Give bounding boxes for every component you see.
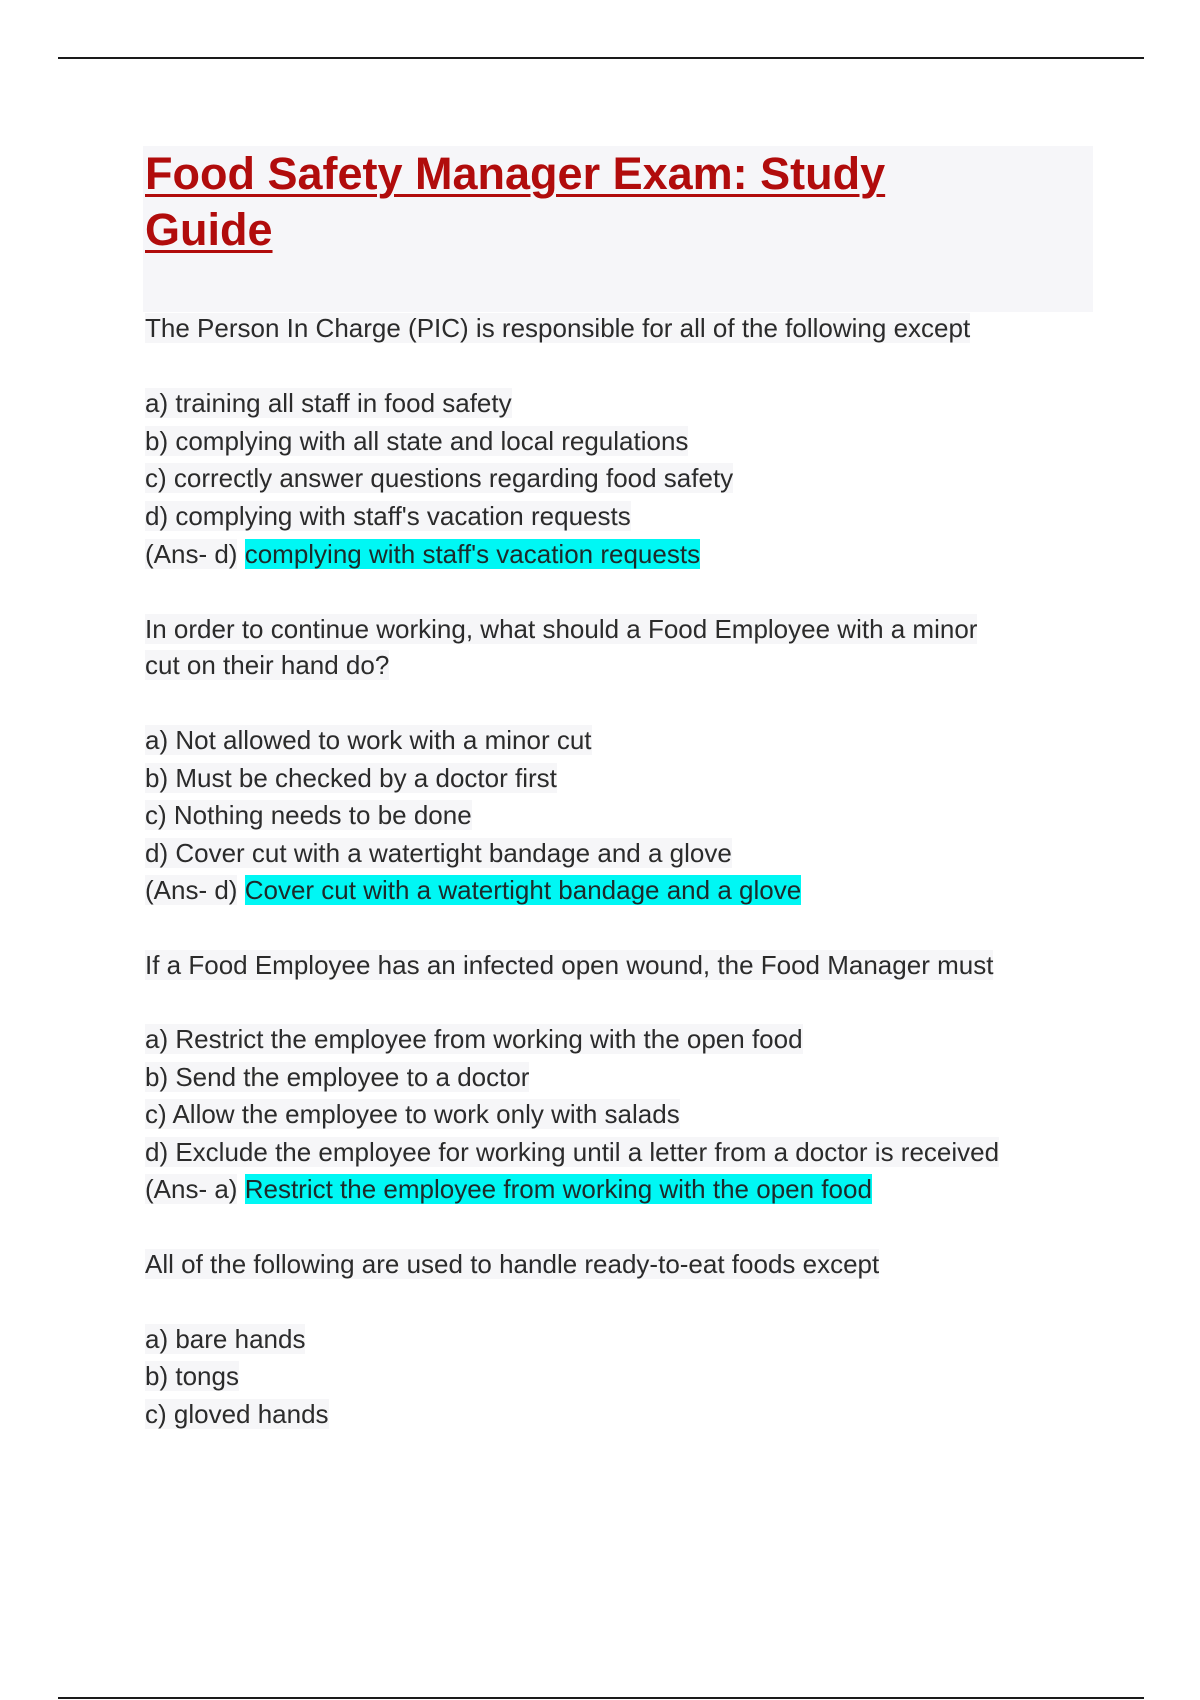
question-2-answer [145, 873, 801, 907]
top-rule [58, 57, 1144, 59]
answer-prefix: (Ans- a) [145, 1174, 238, 1204]
question-1-option-a: a) training all staff in food safety [145, 388, 512, 418]
question-1-option-d: d) complying with staff's vacation requests [145, 501, 631, 531]
answer-prefix: (Ans- d) [145, 875, 238, 905]
answer-highlight: complying with staff's vacation requests [244, 539, 701, 569]
question-2-option-d: d) Cover cut with a watertight bandage and a glove [145, 838, 732, 868]
question-3-option-a: a) Restrict the employee from working with the open food [145, 1024, 803, 1054]
question-3-line-1: If a Food Employee has an infected open wound, the Food Manager must [145, 950, 994, 980]
answer-highlight: Restrict the employee from working with the open food [244, 1174, 872, 1204]
question-4-option-c: c) gloved hands [145, 1399, 329, 1429]
answer-prefix: (Ans- d) [145, 539, 238, 569]
question-2-line-1: In order to continue working, what should a Food Employee with a minor [145, 614, 978, 644]
question-2-option-a: a) Not allowed to work with a minor cut [145, 725, 592, 755]
question-4-line-1: All of the following are used to handle ready-to-eat foods except [145, 1249, 880, 1279]
question-1-answer [145, 537, 700, 571]
question-3-option-d: d) Exclude the employee for working until a letter from a doctor is received [145, 1137, 1000, 1167]
answer-highlight: Cover cut with a watertight bandage and a glove [244, 875, 802, 905]
page-title: Food Safety Manager Exam: Study Guide [145, 148, 886, 255]
question-1-line-1: The Person In Charge (PIC) is responsible for all of the following except [145, 313, 971, 343]
question-3-answer [145, 1172, 872, 1206]
bottom-rule [58, 1697, 1144, 1699]
question-2-line-2: cut on their hand do? [145, 650, 390, 680]
question-3-option-b: b) Send the employee to a doctor [145, 1062, 530, 1092]
question-1-option-b: b) complying with all state and local regulations [145, 426, 689, 456]
question-4-option-b: b) tongs [145, 1361, 239, 1391]
question-2-option-b: b) Must be checked by a doctor first [145, 763, 557, 793]
question-1-option-c: c) correctly answer questions regarding food safety [145, 463, 734, 493]
question-4-option-a: a) bare hands [145, 1324, 306, 1354]
question-3-option-c: c) Allow the employee to work only with salads [145, 1099, 680, 1129]
title-block [143, 146, 1093, 312]
question-2-option-c: c) Nothing needs to be done [145, 800, 472, 830]
